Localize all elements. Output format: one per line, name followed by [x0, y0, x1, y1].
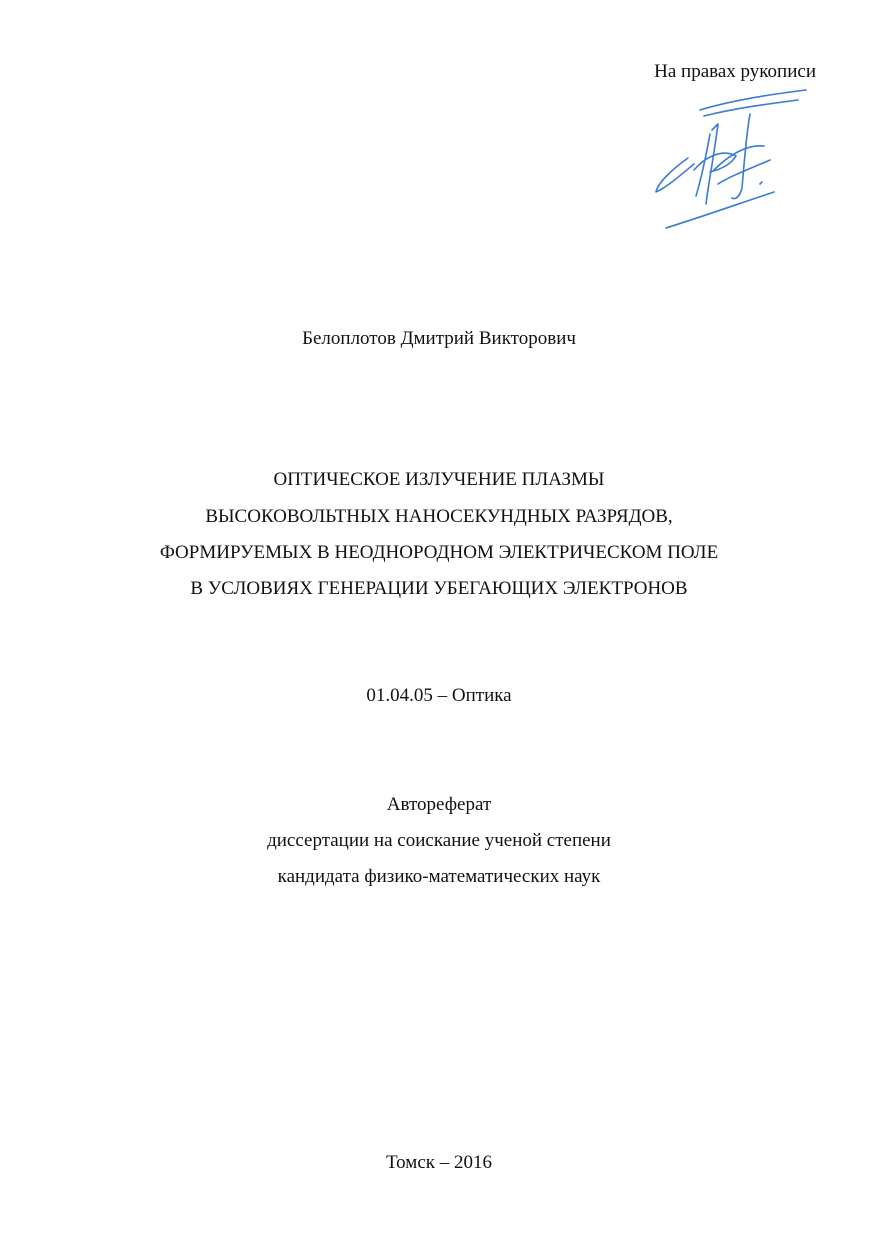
specialty-code: 01.04.05 – Оптика — [366, 685, 512, 706]
manuscript-note: На правах рукописи — [654, 61, 816, 82]
title-line: ВЫСОКОВОЛЬТНЫХ НАНОСЕКУНДНЫХ РАЗРЯДОВ, — [205, 506, 673, 527]
work-type-heading: Автореферат — [386, 794, 492, 815]
signature-image — [648, 86, 813, 234]
author-name: Белоплотов Дмитрий Викторович — [302, 328, 576, 349]
work-type-line: кандидата физико-математических наук — [277, 866, 601, 887]
title-line: В УСЛОВИЯХ ГЕНЕРАЦИИ УБЕГАЮЩИХ ЭЛЕКТРОНОВ — [190, 578, 688, 599]
work-type-line: диссертации на соискание ученой степени — [267, 830, 611, 851]
title-line: ФОРМИРУЕМЫХ В НЕОДНОРОДНОМ ЭЛЕКТРИЧЕСКОМ ПОЛЕ — [159, 542, 719, 563]
title-line: ОПТИЧЕСКОЕ ИЗЛУЧЕНИЕ ПЛАЗМЫ — [273, 469, 605, 490]
place-year: Томск – 2016 — [385, 1152, 492, 1173]
